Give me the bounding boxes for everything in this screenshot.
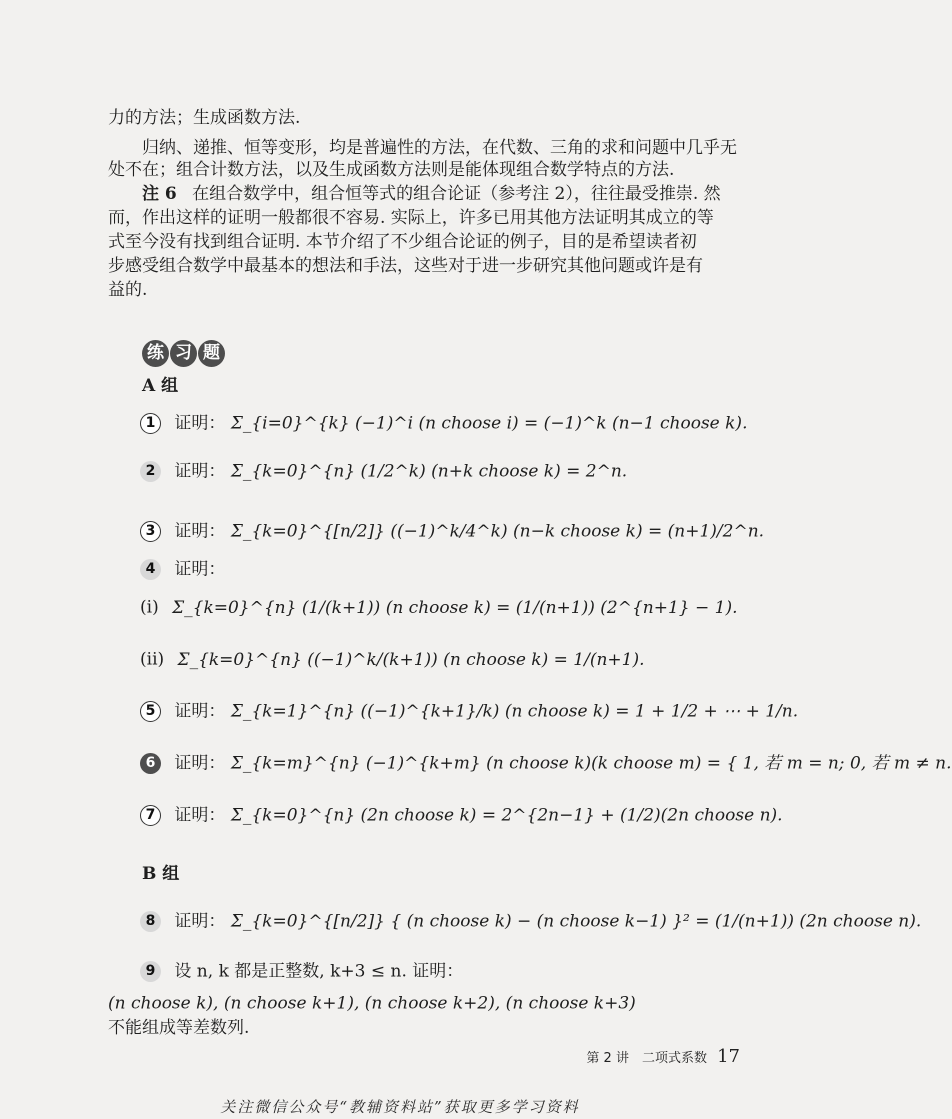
exercise-formula: Σ_{k=0}^{n} (1/2^k) (n+k choose k) = 2^n. (230, 461, 628, 482)
exercise-number: 8 (140, 911, 161, 932)
exercise-formula: (n choose k), (n choose k+1), (n choose k+2), (n choose k+3) (108, 993, 636, 1014)
exercise-formula: Σ_{k=0}^{n} (2n choose k) = 2^{2n−1} + (1/2)(2n choose n). (230, 805, 783, 826)
exercise-label: 证明： (174, 521, 226, 542)
exercise-header-char: 习 (170, 340, 197, 367)
exercise-number: 2 (140, 461, 161, 482)
exercise-2 (140, 460, 627, 483)
exercise-formula: Σ_{k=0}^{n} (1/(k+1)) (n choose k) = (1/(n+1)) (2^{n+1} − 1). (172, 597, 738, 618)
exercise-label: 设 n, k 都是正整数, k+3 ≤ n. 证明： (174, 961, 464, 982)
exercise-3 (140, 520, 764, 543)
exercise-4 (140, 558, 225, 581)
exercise-label: 证明： (174, 753, 226, 774)
text-line: 益的. (108, 280, 148, 300)
note-line (142, 184, 721, 204)
page-footer (586, 1046, 740, 1067)
exercise-9 (140, 960, 463, 983)
text-line: 步感受组合数学中最基本的想法和手法，这些对于进一步研究其他问题或许是有 (108, 256, 703, 276)
text-line: 力的方法；生成函数方法. (108, 108, 301, 128)
exercise-number: 9 (140, 961, 161, 982)
exercise-formula: Σ_{i=0}^{k} (−1)^i (n choose i) = (−1)^k (n−1 choose k). (230, 413, 748, 434)
note-text: 在组合数学中，组合恒等式的组合论证（参考注 2），往往最受推崇. 然 (192, 184, 721, 204)
exercise-1 (140, 412, 747, 435)
exercise-9-continuation: 不能组成等差数列. (108, 1018, 250, 1038)
exercise-formula: Σ_{k=m}^{n} (−1)^{k+m} (n choose k)(k choose m) = { 1, 若 m = n; 0, 若 m ≠ n. (230, 753, 952, 774)
note-label: 注 6 (142, 184, 177, 204)
exercise-header (142, 340, 226, 367)
exercise-formula: Σ_{k=0}^{[n/2]} ((−1)^k/4^k) (n−k choose k) = (n+1)/2^n. (230, 521, 765, 542)
exercise-label: 证明： (174, 805, 226, 826)
exercise-4-ii (140, 648, 645, 671)
exercise-9-formula (108, 992, 636, 1015)
exercise-header-char: 题 (198, 340, 225, 367)
chapter-title: 第 2 讲 二项式系数 (586, 1051, 707, 1066)
page-number: 17 (717, 1046, 740, 1067)
exercise-label: 证明： (174, 701, 226, 722)
exercise-formula: Σ_{k=1}^{n} ((−1)^{k+1}/k) (n choose k) = 1 + 1/2 + ⋯ + 1/n. (230, 701, 799, 722)
subpart-label: (i) (140, 597, 159, 618)
text-line: 而，作出这样的证明一般都很不容易. 实际上，许多已用其他方法证明其成立的等 (108, 208, 714, 228)
exercise-4-i (140, 596, 738, 619)
exercise-7 (140, 804, 783, 827)
exercise-number: 3 (140, 521, 161, 542)
text-line: 归纳、递推、恒等变形，均是普遍性的方法，在代数、三角的求和问题中几乎无 (142, 138, 737, 158)
exercise-5 (140, 700, 798, 723)
group-a-heading: A 组 (142, 376, 179, 396)
exercise-label: 证明： (174, 559, 226, 580)
subpart-label: (ii) (140, 649, 165, 670)
exercise-formula: Σ_{k=0}^{n} ((−1)^k/(k+1)) (n choose k) = 1/(n+1). (177, 649, 645, 670)
exercise-header-char: 练 (142, 340, 169, 367)
exercise-number: 5 (140, 701, 161, 722)
exercise-number: 6 (140, 753, 161, 774)
exercise-label: 证明： (174, 911, 226, 932)
exercise-formula: Σ_{k=0}^{[n/2]} { (n choose k) − (n choose k−1) }² = (1/(n+1)) (2n choose n). (230, 911, 922, 932)
exercise-number: 7 (140, 805, 161, 826)
exercise-label: 证明： (174, 461, 226, 482)
exercise-number: 1 (140, 413, 161, 434)
text-line: 式至今没有找到组合证明. 本节介绍了不少组合论证的例子，目的是希望读者初 (108, 232, 697, 252)
exercise-number: 4 (140, 559, 161, 580)
group-b-heading: B 组 (142, 864, 180, 884)
text-line: 处不在；组合计数方法，以及生成函数方法则是能体现组合数学特点的方法. (108, 160, 675, 180)
exercise-6 (140, 752, 952, 775)
exercise-label: 证明： (174, 413, 226, 434)
exercise-8 (140, 910, 921, 933)
watermark-text: 关注微信公众号“教辅资料站”获取更多学习资料 (220, 1098, 580, 1116)
